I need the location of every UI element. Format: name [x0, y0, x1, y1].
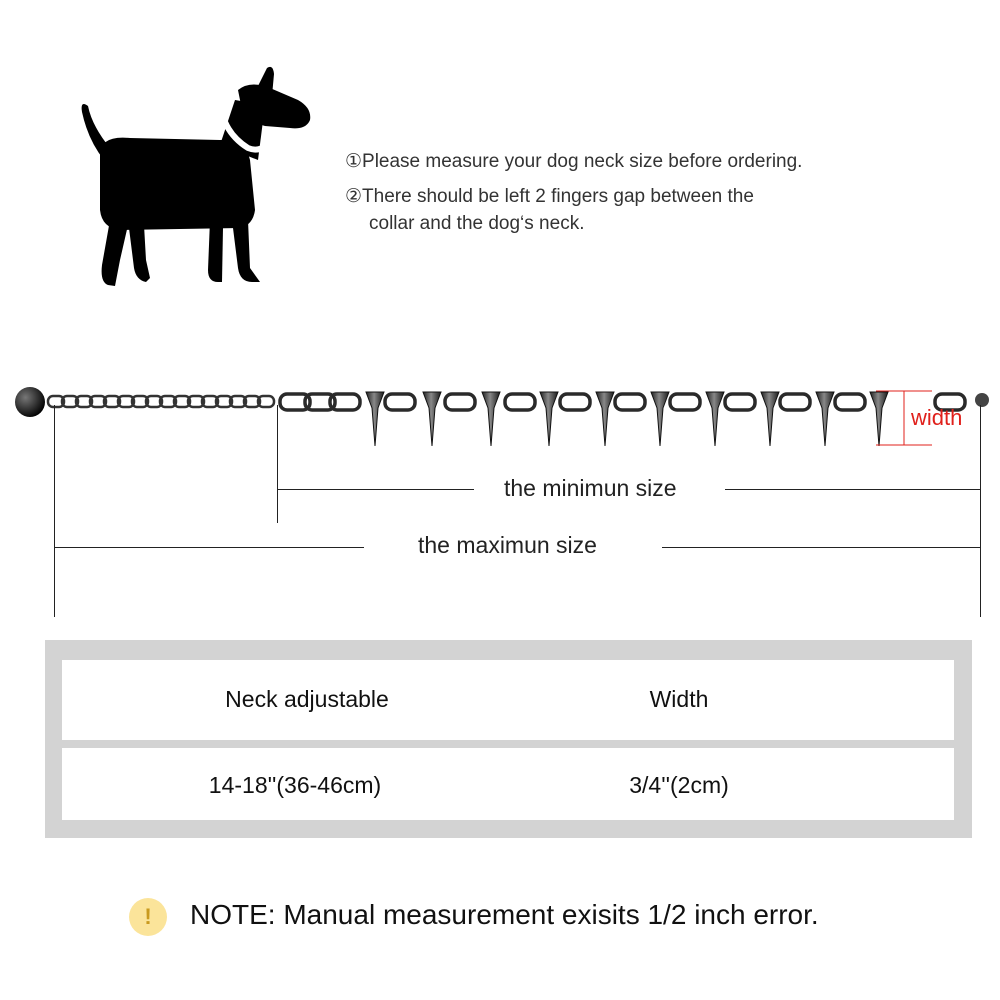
- value-width: 3/4''(2cm): [629, 772, 729, 798]
- note-text: NOTE: Manual measurement exisits 1/2 inch error.: [190, 899, 819, 930]
- width-label: width: [911, 405, 963, 430]
- value-neck: 14-18''(36-46cm): [208, 772, 382, 798]
- table-header-row: [62, 660, 954, 740]
- size-table: [45, 640, 972, 838]
- table-value-row: [62, 748, 954, 820]
- collar-chain: [0, 370, 1000, 460]
- max-line-right: [662, 547, 980, 548]
- min-line-right: [725, 489, 980, 490]
- min-line-left: [277, 489, 474, 490]
- instruction-line-2b: collar and the dog‘s neck.: [369, 213, 585, 234]
- instruction-line-2a: ②There should be left 2 fingers gap between the: [345, 186, 754, 207]
- max-line-left: [54, 547, 364, 548]
- header-neck: Neck adjustable: [225, 686, 389, 712]
- min-size-label: the minimun size: [504, 475, 677, 501]
- right-tick: [980, 405, 981, 617]
- max-size-label: the maximun size: [418, 532, 597, 558]
- max-left-tick: [54, 405, 55, 617]
- dog-illustration: [60, 60, 330, 300]
- instruction-line-1: ①Please measure your dog neck size before ordering.: [345, 151, 803, 172]
- header-width: Width: [649, 686, 709, 712]
- warning-icon: !: [129, 898, 167, 936]
- min-left-tick: [277, 405, 278, 523]
